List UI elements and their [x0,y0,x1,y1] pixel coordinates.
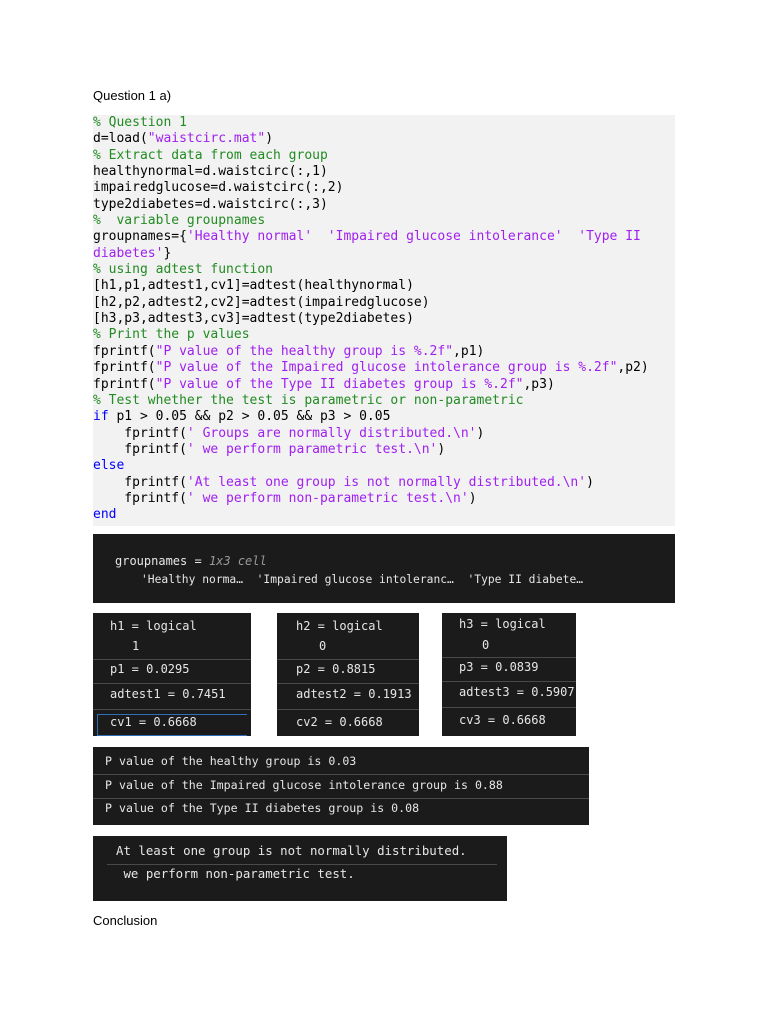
h3-value: 0 [482,638,490,652]
divider [107,864,497,865]
code-string: "P value of the healthy group is %.2f" [155,343,454,359]
code-line [93,377,675,393]
code-line [93,475,675,491]
adtest1-line: adtest1 = 0.7451 [110,687,226,701]
code-string: "P value of the Impaired glucose intolerance group is %.2f" [155,360,618,376]
code-line [93,180,675,196]
result-line: we perform non-parametric test. [116,866,355,881]
code-comment: % Test whether the test is parametric or non-parametric [93,392,524,408]
pvalue-line: P value of the healthy group is 0.03 [105,754,357,768]
code-comment: % variable groupnames [93,213,266,229]
code-line [93,360,675,376]
code-text: fprintf( [93,474,187,490]
code-line [93,327,675,343]
code-line [93,458,675,474]
code-line [93,213,675,229]
code-text: groupnames={ [93,229,187,245]
divider [93,659,251,660]
code-text: ) [468,490,477,506]
code-line [93,278,675,294]
conclusion-heading: Conclusion [93,913,158,928]
code-text: ) [265,131,274,147]
code-text: ) [437,441,446,457]
code-text: [h1,p1,adtest1,cv1]=adtest(healthynormal) [93,278,414,294]
code-comment: % using adtest function [93,262,274,278]
code-string: "waistcirc.mat" [147,131,266,147]
code-string: 'At least one group is not normally distributed.\n' [186,474,587,490]
pvalue-line: P value of the Impaired glucose intolerance group is 0.88 [105,778,503,792]
groupnames-header [115,554,675,568]
code-line [93,229,675,245]
groupnames-var: groupnames [115,554,188,568]
code-string: ' we perform non-parametric test.\n' [186,490,469,506]
code-line [93,426,675,442]
code-string: ' we perform parametric test.\n' [186,441,438,457]
code-comment: % Question 1 [93,115,187,130]
divider [93,774,589,775]
code-string: "P value of the Type II diabetes group is %.2f" [155,376,524,392]
code-text: fprintf( [93,441,187,457]
divider [93,683,251,684]
h1-value: 1 [132,639,140,653]
code-line [93,115,675,131]
code-text: ) [586,474,594,490]
adtest-output-1 [93,613,251,736]
code-text: fprintf( [93,343,156,359]
p3-line: p3 = 0.0839 [459,660,539,674]
code-line [93,393,675,409]
divider [442,707,576,708]
code-text: d=load( [93,131,148,147]
cv1-line: cv1 = 0.6668 [110,715,197,729]
matlab-code-block [93,115,675,526]
groupnames-values: 'Healthy norma… 'Impaired glucose intoleranc… 'Type II diabete… [141,573,584,586]
h3-line: h3 = logical [459,617,546,631]
code-comment: % Print the p values [93,327,250,343]
code-line [93,311,675,327]
code-text: impairedglucose=d.waistcirc(:,2) [93,180,344,196]
code-text: ,p1) [453,343,485,359]
adtest-output-2 [277,613,419,736]
code-text: } [163,245,172,261]
code-line [93,262,675,278]
h2-value: 0 [319,639,327,653]
code-text: [h3,p3,adtest3,cv3]=adtest(type2diabetes) [93,311,414,327]
code-text: fprintf( [93,376,156,392]
adtest-output-3 [442,613,576,736]
groupnames-output-panel [93,534,675,603]
code-string: diabetes' [93,245,164,261]
code-line [93,148,675,164]
code-line [93,246,675,262]
code-string: 'Healthy normal' 'Impaired glucose intolerance' 'Type II [186,229,641,245]
p2-line: p2 = 0.8815 [296,662,376,676]
divider [442,681,576,682]
groupnames-eq: = [187,554,209,568]
cv3-line: cv3 = 0.6668 [459,713,546,727]
code-line [93,507,675,523]
code-text: healthynormal=d.waistcirc(:,1) [93,164,328,180]
pvalue-line: P value of the Type II diabetes group is 0.08 [105,801,420,815]
cv2-line: cv2 = 0.6668 [296,715,383,729]
code-line [93,491,675,507]
result-line: At least one group is not normally distributed. [116,843,467,858]
code-line [93,164,675,180]
adtest2-line: adtest2 = 0.1913 [296,687,412,701]
divider [277,659,419,660]
code-text: ,p3) [523,376,555,392]
code-text: ) [476,425,485,441]
code-text: fprintf( [93,425,187,441]
code-string: ' Groups are normally distributed.\n' [186,425,477,441]
code-text: [h2,p2,adtest2,cv2]=adtest(impairedglucose) [93,294,430,310]
code-line [93,442,675,458]
h1-line: h1 = logical [110,619,197,633]
groupnames-type: 1x3 cell [208,554,267,568]
code-line [93,295,675,311]
divider [93,709,251,710]
code-line [93,197,675,213]
p1-line: p1 = 0.0295 [110,662,190,676]
code-text: type2diabetes=d.waistcirc(:,3) [93,196,328,212]
question-heading: Question 1 a) [93,88,172,103]
code-line [93,131,675,147]
code-keyword: end [93,507,117,523]
h2-line: h2 = logical [296,619,383,633]
code-text: fprintf( [93,360,156,376]
code-comment: % Extract data from each group [93,147,328,163]
code-line [93,344,675,360]
code-text: p1 > 0.05 && p2 > 0.05 && p3 > 0.05 [108,409,391,425]
code-line [93,409,675,425]
divider [277,709,419,710]
code-keyword: else [93,458,125,474]
divider [277,683,419,684]
divider [93,798,589,799]
divider [442,657,576,658]
code-text: fprintf( [93,490,187,506]
code-keyword: if [93,409,109,425]
pvalue-output-panel [93,747,589,825]
code-text: ,p2) [617,360,649,376]
result-output-panel [93,836,507,901]
adtest3-line: adtest3 = 0.5907 [459,685,575,699]
